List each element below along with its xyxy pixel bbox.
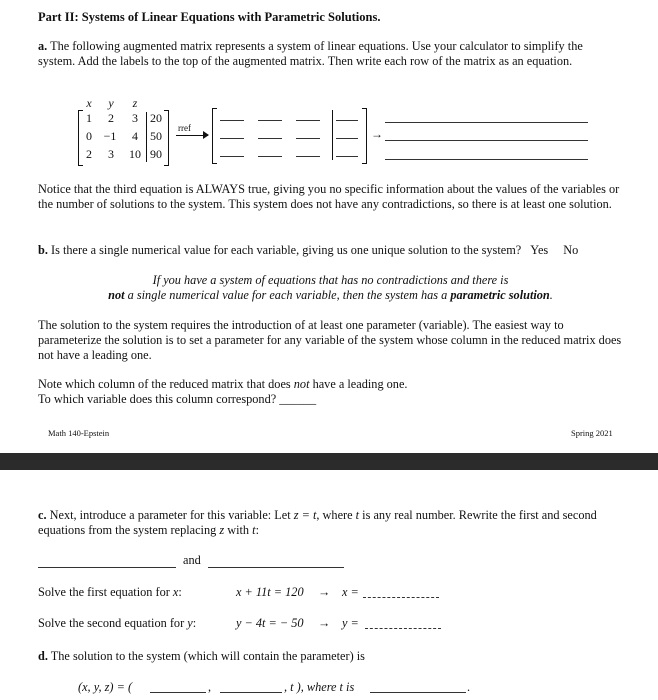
footer-term: Spring 2021 <box>571 428 613 438</box>
solution-tuple-lhs: (x, y, z) = ( <box>78 680 133 694</box>
t-domain-blank[interactable] <box>370 692 466 693</box>
solve-y-arrow-icon: → <box>318 616 331 630</box>
rewritten-equation-1[interactable] <box>38 567 176 568</box>
x-equals-label: x = <box>342 585 359 599</box>
part-b-question: b. Is there a single numerical value for each variable, giving us one unique solution to the system? Yes No <box>38 243 579 257</box>
header-x: x <box>86 96 92 110</box>
matrix-augment-line <box>146 112 147 162</box>
parametric-note <box>38 273 623 303</box>
equation-arrow-icon: → <box>371 127 383 141</box>
matrix-cell: 2 <box>108 111 114 125</box>
reduced-blank[interactable] <box>220 138 244 139</box>
rref-label: rref <box>178 123 191 133</box>
solve-x-label: Solve the first equation for x: <box>38 585 182 599</box>
reduced-blank[interactable] <box>336 138 358 139</box>
reduced-right-bracket <box>362 108 367 164</box>
reduced-blank[interactable] <box>220 120 244 121</box>
matrix-cell: 10 <box>129 147 141 161</box>
reduced-left-bracket <box>212 108 217 164</box>
y-equals-label: y = <box>342 616 359 630</box>
matrix-cell: 3 <box>108 147 114 161</box>
reduced-blank[interactable] <box>296 138 320 139</box>
x-answer-blank[interactable] <box>363 597 439 598</box>
reduced-blank[interactable] <box>220 156 244 157</box>
header-z: z <box>132 96 138 110</box>
equation-x: x + 11t = 120 <box>236 585 304 599</box>
y-answer-blank[interactable] <box>365 628 441 629</box>
parametric-note-line-1: If you have a system of equations that has no contradictions and there is <box>152 273 509 287</box>
reduced-blank[interactable] <box>258 138 282 139</box>
solution-x-blank[interactable] <box>150 692 206 693</box>
matrix-cell: 50 <box>150 129 162 143</box>
reduced-blank[interactable] <box>296 120 320 121</box>
equation-line-1[interactable] <box>385 122 588 123</box>
solution-comma: , <box>208 680 212 694</box>
equation-y: y − 4t = − 50 <box>236 616 304 630</box>
reduced-augment-line <box>332 110 333 160</box>
matrix-cell: −1 <box>103 129 117 143</box>
and-label: and <box>183 553 201 567</box>
note-line-2: To which variable does this column correspond? ______ <box>38 392 317 406</box>
reduced-blank[interactable] <box>296 156 320 157</box>
reduced-blank[interactable] <box>258 156 282 157</box>
note-paragraph <box>38 377 623 407</box>
solution-t-part: , t ), where t is <box>284 680 355 694</box>
matrix-cell: 4 <box>132 129 138 143</box>
header-y: y <box>108 96 114 110</box>
note-line-1: Note which column of the reduced matrix that does not have a leading one. <box>38 377 408 391</box>
matrix-cell: 2 <box>86 147 92 161</box>
matrix-cell: 20 <box>150 111 162 125</box>
part-d-label: d. <box>38 649 48 663</box>
solve-x-arrow-icon: → <box>318 585 331 599</box>
solve-y-label: Solve the second equation for y: <box>38 616 197 630</box>
solution-y-blank[interactable] <box>220 692 282 693</box>
parametric-note-line-2: not a single numerical value for each variable, then the system has a parametric solution. <box>108 288 553 302</box>
matrix-cell: 90 <box>150 147 162 161</box>
part-a-text: a. The following augmented matrix represents a system of linear equations. Use your calculator to simplify the system. Add the labels to the top of the augmented matrix. Then write each row of the matrix as an equation. <box>38 39 583 68</box>
matrix-cell: 0 <box>86 129 92 143</box>
yes-option[interactable]: Yes <box>530 243 549 257</box>
augmented-matrix <box>78 96 173 166</box>
matrix-right-bracket <box>164 110 169 166</box>
reduced-blank[interactable] <box>336 120 358 121</box>
part-b-label: b. <box>38 243 48 257</box>
equation-line-2[interactable] <box>385 140 588 141</box>
page-divider-band <box>0 453 658 470</box>
matrix-cell: 1 <box>86 111 92 125</box>
rewritten-equation-2[interactable] <box>208 567 344 568</box>
part-d-text: d. The solution to the system (which will contain the parameter) is <box>38 649 365 663</box>
part-a-label: a. <box>38 39 48 53</box>
equation-line-3[interactable] <box>385 159 588 160</box>
part-c-text: c. Next, introduce a parameter for this variable: Let z = t, where t is any real number. Rewrite the first and second equations from the system replacing z with t: <box>38 508 597 537</box>
part-c-label: c. <box>38 508 47 522</box>
solution-period: . <box>467 680 471 694</box>
reduced-matrix <box>212 108 372 162</box>
rref-arrow-icon <box>203 131 209 139</box>
notice-paragraph: Notice that the third equation is ALWAYS true, giving you no specific information about the values of the variables or the number of solutions to the system. This system does not have any contradictions, so there is at least one solution. <box>38 182 620 211</box>
page-title: Part II: Systems of Linear Equations with Parametric Solutions. <box>38 10 381 24</box>
footer-course: Math 140-Epstein <box>48 428 110 438</box>
matrix-cell: 3 <box>132 111 138 125</box>
reduced-blank[interactable] <box>336 156 358 157</box>
no-option[interactable]: No <box>563 243 579 257</box>
solution-paragraph: The solution to the system requires the introduction of at least one parameter (variable). The easiest way to parameterize the solution is to set a parameter for any variable of the system whose column in the reduced matrix does not have a leading one. <box>38 318 622 362</box>
reduced-blank[interactable] <box>258 120 282 121</box>
